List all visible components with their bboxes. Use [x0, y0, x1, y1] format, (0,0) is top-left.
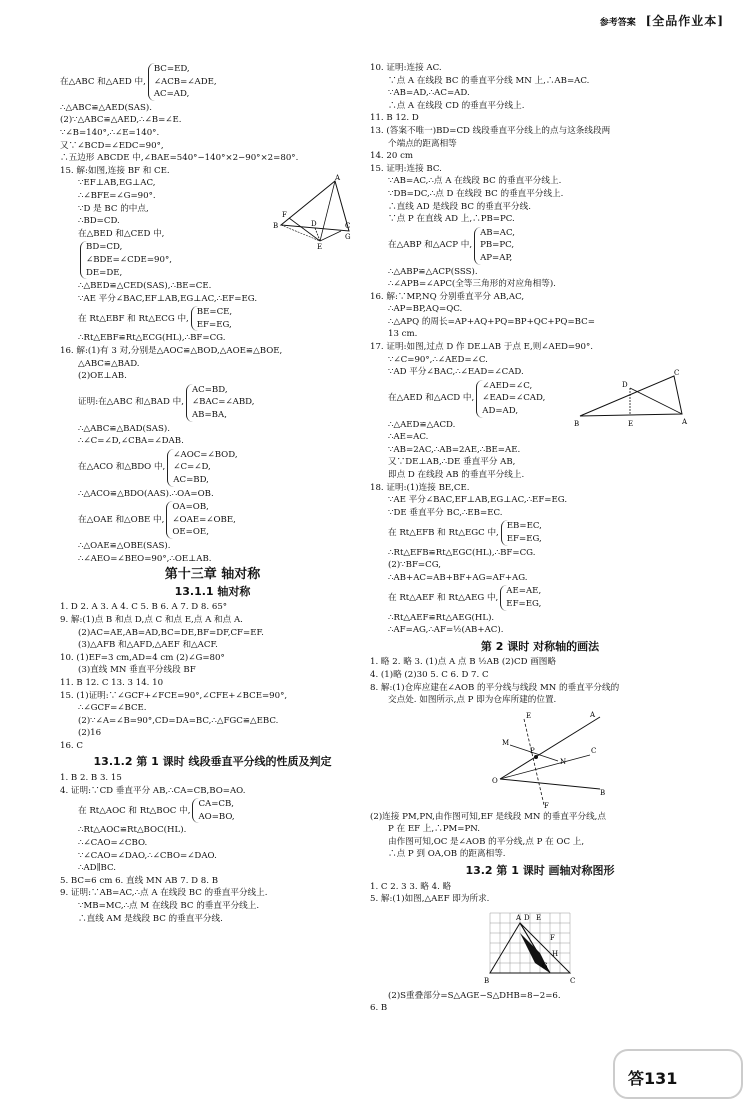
figure-angle-bisector: [480, 709, 610, 809]
brace-line: OA=OB,: [172, 502, 209, 513]
text-line: 16. 解:(1)有 3 对,分别是△AOC≌△BOD,△AOE≌△BOE,: [60, 346, 283, 357]
text-line: 14. 20 cm: [370, 151, 414, 162]
brace-line: AP=AP,: [480, 252, 513, 263]
section-title: 13.1.2 第 1 课时 线段垂直平分线的性质及判定: [93, 755, 332, 769]
brace-line: BD=CD,: [86, 242, 123, 253]
text-line: 即点 D 在线段 AB 的垂直平分线上.: [388, 470, 525, 480]
text-line: 17. 证明:如图,过点 D 作 DE⊥AB 于点 E,则∠AED=90°.: [370, 342, 594, 353]
brace-line: CA=CB,: [198, 799, 235, 810]
brace-line: AC=BD,: [191, 384, 228, 395]
brace-line: ∠EAD=∠CAD,: [482, 393, 546, 404]
brace-line: EF=EG,: [196, 319, 232, 330]
text-line: ∴BD=CD.: [78, 216, 120, 227]
section-title: 13.1.1 轴对称: [174, 584, 251, 598]
brace-block: [60, 63, 365, 101]
text-line: ∵点 A 在线段 BC 的垂直平分线 MN 上,∴AB=AC.: [388, 75, 590, 86]
fig-label: C: [570, 976, 576, 985]
fig-label: G: [345, 232, 351, 241]
brace-block: [60, 449, 365, 487]
brace-line: DE=DE,: [86, 267, 123, 278]
section-title: 13.2 第 1 课时 画轴对称图形: [465, 864, 615, 878]
brace-line: PB=PC,: [480, 240, 515, 251]
text-line: ∴∠AEO=∠BEO=90°,∴OE⊥AB.: [78, 553, 212, 564]
fig-label: N: [560, 757, 567, 766]
text-line: ∴∠APB=∠APC(全等三角形的对应角相等).: [388, 279, 556, 290]
text-line: ∵AD 平分∠BAC,∴∠EAD=∠CAD.: [388, 367, 524, 378]
text-line: 16. 解:∵MP,NQ 分别垂直平分 AB,AC,: [370, 291, 525, 302]
text-line: 1. B 2. B 3. 15: [60, 773, 122, 784]
text-line: ∴Rt△EFB≌Rt△EGC(HL),∴BF=CG.: [388, 547, 536, 558]
brace-line: AD=AD,: [482, 406, 519, 417]
q15-block: [60, 165, 365, 249]
text-line: 16. C: [60, 740, 83, 751]
text-line: P 在 EF 上,∴PM=PN.: [388, 824, 480, 835]
page-number: 答131: [628, 1069, 678, 1088]
right-column: [370, 62, 710, 1015]
text-line: ∴∠C=∠D,∠CBA=∠DAB.: [78, 436, 184, 447]
text-line: 由作图可知,OC 是∠AOB 的平分线,点 P 在 OC 上,: [388, 836, 585, 847]
text-line: ∵∠C=90°,∴∠AED=∠C.: [388, 354, 488, 365]
text-line: (2)连接 PM,PN,由作图可知,EF 是线段 MN 的垂直平分线,点: [370, 811, 607, 822]
brace-line: AC=AD,: [153, 89, 190, 100]
text-line: ∵EF⊥AB,EG⊥AC,: [78, 178, 156, 189]
brace-prefix: 在△ABP 和△ACP 中,: [388, 240, 473, 251]
fig-label: C: [674, 368, 680, 377]
brace-line: EF=EG,: [506, 598, 542, 609]
text-line: 5. BC=6 cm 6. 直线 MN AB 7. D 8. B: [60, 875, 219, 886]
text-line: (3)直线 MN 垂直平分线段 BF: [78, 665, 196, 676]
brace-group: [191, 306, 232, 331]
fig-label: D: [311, 219, 317, 228]
text-line: ∴△OAE≌△OBE(SAS).: [78, 540, 171, 551]
brace-group: [148, 63, 217, 101]
text-line: ∴Rt△AEF≌Rt△AEG(HL).: [388, 612, 495, 623]
text-line: 个端点的距离相等: [388, 138, 457, 149]
text-line: ∴AF=AG,∴AF=½(AB+AC).: [388, 625, 504, 636]
text-line: 11. B 12. D: [370, 113, 419, 124]
page-header: [600, 12, 724, 29]
text-line: ∵MB=MC,∴点 M 在线段 BC 的垂直平分线上.: [78, 901, 260, 911]
text-line: ∴∠BFE=∠G=90°.: [78, 190, 156, 201]
text-line: ∴AE=AC.: [388, 432, 429, 443]
fig-label: P: [530, 746, 535, 755]
text-line: 1. D 2. A 3. A 4. C 5. B 6. A 7. D 8. 65°: [60, 602, 228, 613]
brace-prefix: 在 Rt△EBF 和 Rt△ECG 中,: [78, 313, 189, 324]
fig-label: F: [282, 210, 287, 219]
brace-group: [186, 384, 255, 422]
fig-label: A: [516, 913, 522, 922]
text-line: ∵DE 垂直平分 BC,∴EB=EC.: [388, 507, 503, 518]
brace-prefix: 在△AED 和△ACD 中,: [388, 393, 475, 404]
brace-line: ∠AOC=∠BOD,: [173, 449, 238, 460]
figure-triangle-abc-right: [570, 368, 690, 430]
fig-label: H: [552, 949, 559, 958]
text-line: ∴△ABC≌△AED(SAS).: [60, 102, 152, 113]
brace-block: [60, 384, 365, 422]
text-line: 又∵∠BCD=∠EDC=90°,: [60, 140, 164, 151]
text-line: 13 cm.: [388, 329, 418, 340]
text-line: ∵AE 平分∠BAC,EF⊥AB,EG⊥AC,∴EF=EG.: [78, 293, 258, 304]
text-line: 13. (答案不唯一)BD=CD 线段垂直平分线上的点与这条线段两: [370, 125, 611, 136]
brace-group: [80, 241, 172, 279]
brace-line: ∠ACB=∠ADE,: [153, 76, 217, 87]
fig-label: E: [536, 913, 542, 922]
text-line: (3)△AFB 和△AFD,△AEF 和△ACF.: [78, 640, 218, 651]
text-line: ∵∠CAO=∠DAO,∴∠CBO=∠DAO.: [78, 850, 217, 861]
fig-label: O: [492, 776, 498, 785]
brace-line: AC=BD,: [173, 475, 209, 485]
brace-prefix: 在 Rt△AOC 和 Rt△BOC 中,: [78, 805, 191, 816]
brace-block: [60, 798, 365, 823]
text-line: 11. B 12. C 13. 3 14. 10: [60, 677, 164, 688]
brace-line: ∠AED=∠C,: [482, 380, 533, 391]
brace-line: ∠C=∠D,: [173, 462, 211, 473]
text-line: (2)S重叠部分=S△AGE−S△DHB=8−2=6.: [388, 990, 561, 1001]
fig-label: E: [628, 419, 634, 428]
text-line: ∵AB=AD,∴AC=AD.: [388, 88, 470, 99]
text-line: 4. (1)略 (2)30 5. C 6. D 7. C: [370, 669, 489, 680]
fig-label: B: [484, 976, 490, 985]
brace-line: ∠BDE=∠CDE=90°,: [86, 254, 172, 265]
fig-label: C: [345, 221, 351, 230]
text-line: ∵AB=2AC,∴AB=2AE,∴BE=AE.: [388, 444, 521, 455]
text-line: △ABC≌△BAD.: [78, 358, 140, 369]
fig-label: D: [524, 913, 530, 922]
text-line: 5. 解:(1)如图,△AEF 即为所求.: [370, 894, 490, 905]
brace-line: ∠BAC=∠ABD,: [191, 397, 255, 408]
text-line: ∴△AED≌△ACD.: [388, 419, 456, 430]
chapter-title: 第十三章 轴对称: [164, 567, 261, 583]
brace-block: [370, 227, 710, 265]
text-line: ∴Rt△AOC≌Rt△BOC(HL).: [78, 825, 187, 836]
text-line: ∵DB=DC,∴点 D 在线段 BC 的垂直平分线上.: [388, 188, 564, 199]
text-line: ∴AD∥BC.: [78, 863, 117, 874]
figure-triangle-abc: [265, 173, 355, 249]
fig-label: A: [335, 173, 341, 182]
brace-group: [501, 520, 542, 545]
fig-label: A: [682, 417, 688, 426]
fig-label: G: [542, 961, 548, 970]
text-line: ∵D 是 BC 的中点,: [78, 203, 149, 214]
section-title: 第 2 课时 对称轴的画法: [480, 639, 600, 653]
fig-label: B: [574, 419, 580, 428]
fig-label: D: [622, 380, 628, 389]
brace-line: ∠OAE=∠OBE,: [172, 514, 236, 525]
brace-group: [192, 798, 234, 823]
text-line: ∴△ACO≌△BDO(AAS).∴OA=OB.: [78, 488, 214, 499]
text-line: ∵点 P 在直线 AD 上,∴PB=PC.: [388, 214, 515, 225]
text-line: 15. 解:如图,连接 BF 和 CE.: [60, 165, 170, 176]
text-line: (2)AC=AE,AB=AD,BC=DE,BF=DF,CF=EF.: [78, 627, 264, 638]
fig-label: M: [502, 738, 510, 747]
text-line: 8. 解:(1)仓库应建在∠AOB 的平分线与线段 MN 的垂直平分线的: [370, 682, 620, 693]
fig-label: C: [591, 746, 597, 755]
text-line: 15. 证明:连接 BC.: [370, 163, 442, 174]
fig-label: E: [526, 711, 532, 720]
brace-line: EB=EC,: [506, 521, 542, 532]
fig-label: A: [590, 710, 596, 719]
header-label: 参考答案: [599, 18, 636, 28]
brace-line: OE=OE,: [172, 527, 209, 538]
fig-label: F: [544, 801, 549, 809]
text-line: ∵AE 平分∠BAC,EF⊥AB,EG⊥AC,∴EF=EG.: [388, 495, 568, 506]
text-line: 6. B: [370, 1003, 388, 1014]
text-line: ∵AB=AC,∴点 A 在线段 BC 的垂直平分线上.: [388, 176, 562, 187]
text-line: 9. 解:(1)点 B 和点 D,点 C 和点 E,点 A 和点 A.: [60, 614, 243, 625]
text-line: ∴点 A 在线段 CD 的垂直平分线上.: [388, 100, 525, 111]
text-line: 4. 证明:∵CD 垂直平分 AB,∴CA=CB,BO=AO.: [60, 785, 246, 796]
brace-block: [370, 585, 710, 610]
text-line: 在△BED 和△CED 中,: [78, 228, 165, 239]
fig-label: B: [273, 221, 279, 230]
figure-grid-symmetry: [480, 908, 580, 988]
text-line: ∴直线 AM 是线段 BC 的垂直平分线.: [78, 913, 223, 924]
brace-prefix: 证明:在△ABC 和△BAD 中,: [78, 397, 184, 408]
text-line: ∴五边形 ABCDE 中,∠BAE=540°−140°×2−90°×2=80°.: [60, 153, 299, 164]
text-line: 18. 证明:(1)连接 BE,CE.: [370, 482, 470, 493]
text-line: ∴Rt△EBF≌Rt△ECG(HL),∴BF=CG.: [78, 333, 226, 344]
text-line: (2)16: [78, 728, 102, 739]
text-line: 1. 略 2. 略 3. (1)点 A 点 B ½AB (2)CD 画图略: [370, 657, 556, 668]
text-line: ∴∠CAO=∠CBO.: [78, 838, 148, 849]
text-line: ∴∠GCF=∠BCE.: [78, 703, 147, 714]
brace-block: [370, 520, 710, 545]
header-brand: 全品作业本: [652, 14, 718, 28]
brace-prefix: 在△ABC 和△AED 中,: [60, 76, 146, 87]
fig-label: E: [317, 242, 323, 249]
text-line: ∴△BED≌△CED(SAS),∴BE=CE.: [78, 281, 212, 292]
brace-block: [60, 306, 365, 331]
fig-label: F: [550, 933, 555, 942]
brace-prefix: 在 Rt△EFB 和 Rt△EGC 中,: [388, 527, 499, 538]
text-line: 15. (1)证明:∵∠GCF+∠FCE=90°,∠CFE+∠BCE=90°,: [60, 690, 288, 701]
text-line: 10. (1)EF=3 cm,AD=4 cm (2)∠G=80°: [60, 652, 225, 663]
text-line: 交点处. 如图所示,点 P 即为仓库所建的位置.: [388, 695, 557, 706]
brace-line: AE=AE,: [506, 586, 542, 597]
text-line: 9. 证明:∵AB=AC,∴点 A 在线段 BC 的垂直平分线上.: [60, 888, 268, 899]
brace-prefix: 在△OAE 和△OBE 中,: [78, 514, 165, 525]
text-line: (2)∵BF=CG,: [388, 560, 441, 571]
brace-line: AB=AC,: [480, 227, 515, 238]
text-line: ∴AB+AC=AB+BF+AG=AF+AG.: [388, 572, 528, 583]
text-line: ∵∠B=140°,∴∠E=140°.: [60, 127, 160, 138]
brace-group: [167, 449, 237, 487]
text-line: ∴△APQ 的周长=AP+AQ+PQ=BP+QC+PQ=BC=: [388, 316, 595, 327]
header-brand-bracket: [全品作业本]: [645, 14, 724, 28]
text-line: 10. 证明:连接 AC.: [370, 63, 442, 73]
brace-line: AO=BO,: [198, 811, 235, 822]
brace-line: BE=CE,: [196, 307, 233, 318]
text-line: ∴直线 AD 是线段 BC 的垂直平分线.: [388, 201, 531, 212]
brace-prefix: 在△ACO 和△BDO 中,: [78, 462, 166, 473]
text-line: (2)∵△ABC≌△AED,∴∠B=∠E.: [60, 115, 182, 126]
text-line: ∴AP=BP,AQ=QC.: [388, 304, 463, 315]
brace-prefix: 在 Rt△AEF 和 Rt△AEG 中,: [388, 592, 499, 603]
brace-group: [474, 227, 515, 265]
text-line: ∴△ABP≌△ACP(SSS).: [388, 266, 478, 277]
brace-group: [500, 585, 541, 610]
brace-group: [166, 501, 236, 539]
brace-group: [476, 380, 545, 418]
text-line: 1. C 2. 3 3. 略 4. 略: [370, 881, 452, 892]
text-line: (2)∵∠A=∠B=90°,CD=DA=BC,∴△FGC≌△EBC.: [78, 715, 279, 726]
text-line: ∴△ABC≌△BAD(SAS).: [78, 423, 170, 434]
text-line: ∴点 P 到 OA,OB 的距离相等.: [388, 849, 506, 860]
text-line: (2)OE⊥AB.: [78, 371, 127, 382]
brace-line: BC=ED,: [153, 64, 190, 74]
brace-block: [60, 501, 365, 539]
left-column: [60, 62, 365, 925]
fig-label: B: [600, 788, 606, 797]
brace-line: AB=BA,: [191, 410, 227, 421]
text-line: 又∵DE⊥AB,∴DE 垂直平分 AB,: [388, 457, 516, 468]
brace-line: EF=EG,: [506, 533, 542, 544]
